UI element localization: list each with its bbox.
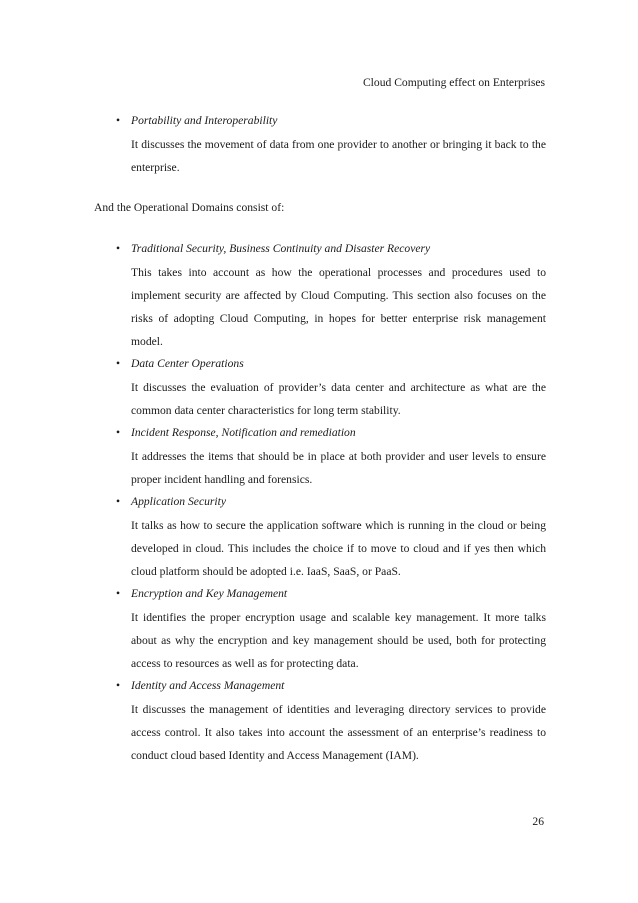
list-item — [94, 491, 546, 583]
list-item — [94, 583, 546, 675]
item-body: It talks as how to secure the application software which is running in the cloud or being developed in cloud. This includes the choice if to move to cloud and if yes then which cloud platform should be adopted i.e. IaaS, SaaS, or PaaS. — [131, 518, 546, 579]
item-title: Data Center Operations — [131, 357, 244, 371]
item-title: Portability and Interoperability — [131, 114, 278, 127]
bullet-icon: • — [116, 426, 121, 440]
operational-domains-list — [94, 238, 546, 767]
intro-paragraph: And the Operational Domains consist of: — [94, 201, 285, 214]
bullet-icon: • — [116, 495, 121, 509]
item-title: Application Security — [131, 495, 226, 509]
item-title: Traditional Security, Business Continuity and Disaster Recovery — [131, 242, 431, 255]
list-item — [94, 422, 546, 491]
item-body: It discusses the movement of data from one provider to another or bringing it back to the enterprise. — [131, 137, 546, 174]
item-title: Incident Response, Notification and remediation — [131, 426, 356, 440]
list-item — [94, 238, 546, 353]
bullet-icon: • — [116, 242, 121, 255]
bullet-icon: • — [116, 587, 121, 601]
item-body: It identifies the proper encryption usage and scalable key management. It more talks about as why the encryption and key management should be used, both for protecting access to resources as well as for protecting data. — [131, 610, 546, 671]
running-header: Cloud Computing effect on Enterprises — [362, 76, 545, 89]
item-title: Identity and Access Management — [131, 679, 285, 693]
portability-list — [94, 110, 546, 179]
list-item — [94, 353, 546, 422]
item-body: It addresses the items that should be in place at both provider and user levels to ensure proper incident handling and forensics. — [131, 449, 546, 486]
list-item — [94, 675, 546, 767]
item-body: This takes into account as how the operational processes and procedures used to implement security are affected by Cloud Computing. This section also focuses on the risks of adopting Cloud Computing, in hopes for better enterprise risk management model. — [131, 265, 546, 349]
bullet-icon: • — [116, 357, 121, 371]
item-title: Encryption and Key Management — [131, 587, 288, 601]
list-item — [94, 110, 546, 179]
bullet-icon: • — [116, 679, 121, 693]
page-number: 26 — [532, 815, 544, 828]
item-body: It discusses the management of identities and leveraging directory services to provide access control. It also takes into account the assessment of an enterprise’s readiness to conduct cloud based Identity and Access Management (IAM). — [131, 702, 546, 763]
bullet-icon: • — [116, 114, 121, 127]
item-body: It discusses the evaluation of provider’s data center and architecture as what are the common data center characteristics for long term stability. — [131, 380, 546, 418]
